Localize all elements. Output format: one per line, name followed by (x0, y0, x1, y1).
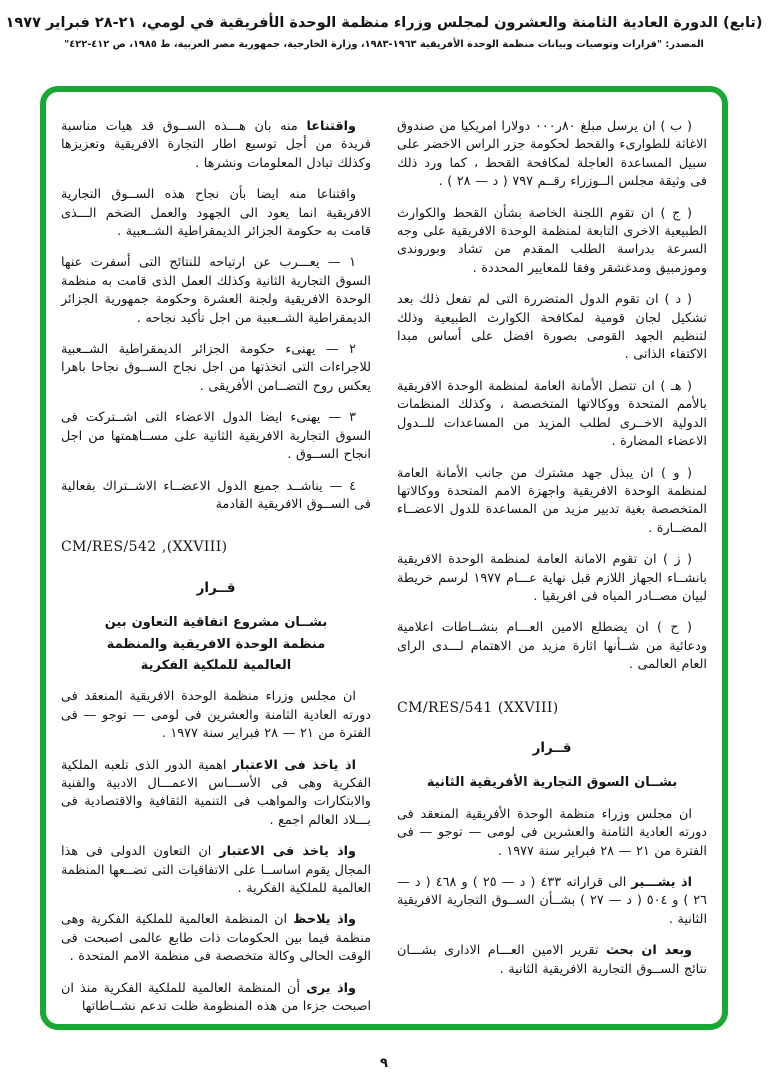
paragraph (397, 205, 707, 279)
decision-title (397, 739, 707, 757)
paragraph (397, 465, 707, 539)
paragraph (61, 757, 371, 831)
paragraph-text: CM/RES/541 (XXVIII) (397, 699, 559, 716)
paragraph (61, 843, 371, 898)
decision-subtitle (397, 774, 707, 792)
resolution-ref (397, 699, 707, 717)
page-number: ٩ (380, 1056, 388, 1071)
content-frame (40, 86, 728, 1030)
paragraph-text: أن المنظمة العالمية للملكية الفكرية منذ ان اصبحت جزءا من هذه المنظومة ظلت تدعم نشــاطاتها (61, 980, 371, 1015)
paragraph-text: ( ج ) ان تقوم اللجنة الخاصة بشأن القحط والكوارث الطبيعية الاخرى التابعة لمنظمة الوحدة الافريقية على وجه السرعة بدراسة الطلب المقدم من تشاد وبوروندى وموزمبيق ومدغشقر وفقا للمعايير المحددة . (397, 205, 707, 276)
paragraph (61, 254, 371, 328)
paragraph-text: الى قراراته ٤٣٣ ( د — ٢٥ ) و ٤٦٨ ( د — ٢٦ ) و ٥٠٤ ( د — ٢٧ ) بشــأن الســوق التجارية الافريقية الثانية . (397, 875, 707, 927)
paragraph (397, 118, 707, 192)
decision-subtitle (61, 614, 371, 632)
paragraph (61, 409, 371, 464)
page-header (0, 0, 768, 50)
paragraph-text: قــرار (196, 579, 236, 596)
paragraph-text: منه بان هـــذه الســوق قد هيات مناسبة فريدة من أجل توسيع اطار التجارة الافريقية وتعزيزها وكذلك تبادل المعلومات ونشرها . (61, 119, 371, 171)
paragraph-lead: واذ ياخذ فى الاعتبار (219, 844, 356, 860)
paragraph (61, 118, 371, 173)
paragraph-lead: واذ يرى (306, 980, 356, 996)
paragraph-text: ( و ) ان يبذل جهد مشترك من جانب الأمانة العامة لمنظمة الوحدة الافريقية واجهزة الامم المتحدة ووكالاتها المتخصصة بغية تدبير مزيد من المساعدة للدول الاعضــاء المضــارة . (397, 465, 707, 536)
paragraph-text: تقرير الامين العـــام الادارى بشـــان نتائج الســوق التجارية الافريقية الثانية . (397, 943, 707, 977)
paragraph-text: ٣ — يهنىء ايضا الدول الاعضاء التى اشــتركت فى السوق التجارية الافريقية الثانية على مســاهمتها من اجل انجاح الســوق . (61, 410, 371, 463)
paragraph (61, 186, 371, 241)
column-left (61, 118, 371, 1014)
column-right (397, 118, 707, 1014)
paragraph-text: ان المنظمة العالمية للملكية الفكرية وهى منظمة فيما بين الحكومات ذات طابع عالمى اصبحت فى الوقت الحالى وكالة متخصصة فى منظمة الامم المتحدة . (61, 912, 371, 965)
paragraph-text: العالمية للملكية الفكرية (140, 657, 292, 673)
paragraph-lead: اذ يشـــير (631, 875, 692, 890)
paragraph (397, 874, 707, 929)
paragraph (397, 942, 707, 979)
paragraph-text: ٢ — يهنىء حكومة الجزائر الديمقراطية الشــعبية للاجراءات التى اتخذتها من اجل نجاح الســوق نجاحا باهرا يعكس روح التضــامن الأفريقى . (61, 342, 371, 394)
paragraph-text: بشــان مشروع اتفاقية التعاون بين (104, 615, 328, 631)
columns-wrapper (61, 118, 707, 1014)
paragraph (61, 341, 371, 396)
paragraph (397, 291, 707, 365)
decision-subtitle (61, 636, 371, 654)
decision-title (61, 579, 371, 597)
paragraph (61, 911, 371, 966)
paragraph-text: منظمة الوحدة الافريقية والمنظمة (106, 636, 326, 652)
paragraph (61, 688, 371, 743)
paragraph-text: ( د ) ان تقوم الدول المتضررة التى لم تفعل ذلك بعد تشكيل لجان قومية لمكافحة الكوارث الطبيعية وذلك لتنظيم الجهد القومى بصورة افضل على أساس مبدا الاكتفاء الذاتى . (397, 292, 707, 363)
paragraph (397, 378, 707, 452)
paragraph-lead: واقتناعا (306, 119, 356, 134)
paragraph (397, 806, 707, 861)
paragraph-text: ( ح ) ان يضطلع الامين العـــام بنشــاطات اعلامية ودعائية من شــأنها اثارة مزيد من الاهتمام لـــدى الراى العام العالمى . (397, 620, 707, 673)
paragraph-text: ان التعاون الدولى فى هذا المجال يقوم اساســا على الاتفاقيات التى تضــعها المنظمة العالمية للملكية الفكرية . (61, 844, 371, 896)
paragraph-lead: اذ ياخذ فى الاعتبار (232, 757, 356, 773)
paragraph-text: ٤ — يناشــد جميع الدول الاعضــاء الاشــتراك بفعالية فى الســوق الافريقية القادمة (61, 478, 371, 512)
paragraph-text: ١ — يعـــرب عن ارتياحه للنتائج التى أسفرت عنها السوق التجارية الثانية وكذلك العمل الذى قامت به منظمة الوحدة الافريقية ولجنة العشرة وحكومة جمهورية الجزائر الديمقراطية الشــعبية من اجل تأكيد نجاحه . (61, 255, 371, 326)
paragraph-text: واقتناعا منه ايضا بأن نجاح هذه الســوق التجارية الافريقية انما يعود الى الجهود والعمل الضخم الـــذى قامت به حكومة الجزائر الديمقراطية الشــعبية . (61, 187, 371, 240)
paragraph-text: بشــان السوق التجارية الأفريقية الثانية (426, 775, 678, 791)
paragraph-text: ان مجلس وزراء منظمة الوحدة الأفريقية المنعقد فى دورته العادية الثامنة والعشرين فى لومى — توجو — فى الفترة من ٢١ — ٢٨ فبراير سنة ١٩٧٧ . (397, 806, 707, 859)
resolution-ref (61, 538, 371, 556)
paragraph-lead: واذ يلاحظ (293, 912, 356, 928)
paragraph-text: ( هـ ) ان تتصل الأمانة العامة لمنظمة الوحدة الافريقية بالأمم المتحدة ووكالاتها المتخصصة ، وكذلك المنظمات الدولية الاخــرى لطلب المزيد من المساعدات للــدول الاعضاء المضارة . (397, 378, 707, 450)
paragraph-text: ( ز ) ان تقوم الامانة العامة لمنظمة الوحدة الافريقية بانشــاء الجهاز اللازم قبل نهاية عـــام ١٩٧٧ لرسم خريطة لبيان مصــادر المياه فى افريقيا . (397, 552, 707, 604)
decision-subtitle (61, 657, 371, 675)
paragraph-lead: وبعد ان بحث (605, 943, 692, 959)
paragraph-text: ان مجلس وزراء منظمة الوحدة الافريقية المنعقد فى دورته العادية الثامنة والعشرين فى لومى — توجو — فى الفترة من ٢١ — ٢٨ فبراير سنة ١٩٧٧ . (61, 689, 371, 742)
header-session-title: (تابع) الدورة العادية الثامنة والعشرون لمجلس وزراء منظمة الوحدة الأفريقية في لومي، ٢١-٢٨ فبراير ١٩٧٧ (5, 15, 763, 31)
paragraph (397, 619, 707, 674)
paragraph (397, 551, 707, 606)
paragraph-text: قــرار (532, 739, 572, 756)
paragraph (61, 980, 371, 1017)
paragraph-text: CM/RES/542 ,(XXVIII) (61, 539, 228, 556)
paragraph-text: اهمية الدور الذى تلعبه الملكية الفكرية وهى فى الأســـاس الاعمـــال الادبية والفنية والابتكارات والمواهب فى التنمية الثقافية والاقتصادية فى بـــلاد العالم اجمع . (61, 757, 371, 828)
header-source-citation: المصدر: "قرارات وتوصيات وبيانات منظمة الوحدة الأفريقية ١٩٦٣-١٩٨٣، وزارة الخارجية، جمهورية مصر العربية، ط ١٩٨٥، ص ٤١٢-٤٢٢" (64, 39, 704, 50)
paragraph-text: ( ب ) ان يرسل مبلغ ٨٠ر٠٠٠ دولارا امريكيا من صندوق الاغاثة للطوارىء والقحط لحكومة جزر الراس الاخضر على سبيل المساعدة العاجلة لمكافحة القحط ، كما ورد ذلك فى وثيقة مجلس الــوزراء رقــم ٧٩٧ ( د — ٢٨ ) . (397, 119, 707, 190)
paragraph (61, 478, 371, 515)
